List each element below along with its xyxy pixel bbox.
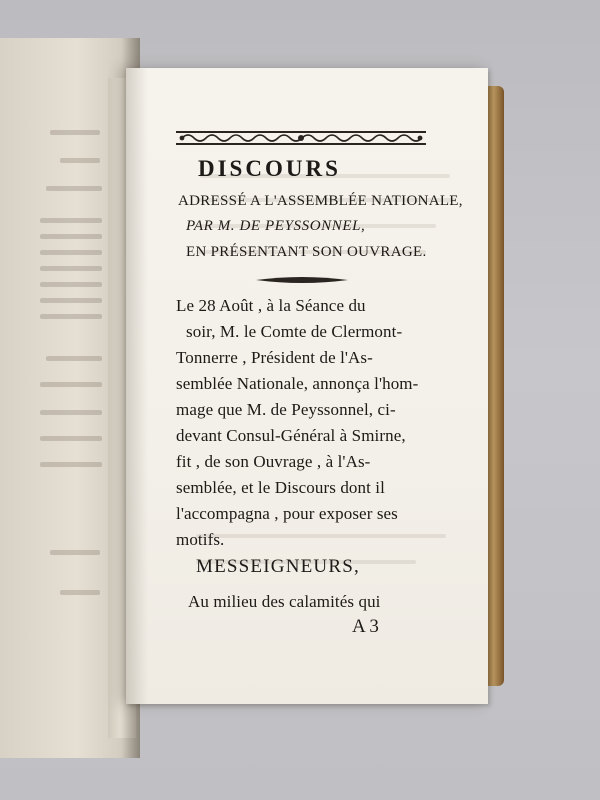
body-line: motifs. <box>176 530 225 549</box>
body-line: l'accompagna , pour exposer ses <box>176 504 398 523</box>
salutation: MESSEIGNEURS, <box>196 556 360 577</box>
show-through-text <box>40 410 102 415</box>
show-through-text <box>40 436 102 441</box>
show-through-text <box>40 282 102 287</box>
page-gutter-shadow <box>126 68 148 704</box>
show-through-text <box>40 382 102 387</box>
body-line: semblée Nationale, annonça l'hom- <box>176 374 419 393</box>
body-line: Le 28 Août , à la Séance du <box>176 296 366 315</box>
show-through-text <box>50 550 100 555</box>
opening-line: Au milieu des calamités qui <box>188 592 381 611</box>
body-line: mage que M. de Peyssonnel, ci- <box>176 400 396 419</box>
show-through-text <box>196 534 446 538</box>
show-through-text <box>40 314 102 319</box>
show-through-text <box>50 130 100 135</box>
show-through-text <box>60 590 100 595</box>
subtitle-occasion: EN PRÉSENTANT SON OUVRAGE. <box>186 244 427 260</box>
body-line: soir, M. le Comte de Clermont- <box>186 322 403 341</box>
subtitle-addressee: ADRESSÉ A L'ASSEMBLÉE NATIONALE, <box>178 193 463 209</box>
body-line: devant Consul-Général à Smirne, <box>176 426 406 445</box>
body-line: fit , de son Ouvrage , à l'As- <box>176 452 371 471</box>
show-through-text <box>46 356 102 361</box>
show-through-text <box>60 158 100 163</box>
signature-mark: A 3 <box>352 616 379 637</box>
show-through-text <box>40 462 102 467</box>
show-through-text <box>46 186 102 191</box>
ornament-top-border <box>176 130 426 146</box>
show-through-text <box>40 234 102 239</box>
show-through-text <box>40 218 102 223</box>
page-title: DISCOURS <box>198 156 341 181</box>
left-page <box>0 38 140 758</box>
ornament-divider <box>256 275 348 285</box>
show-through-text <box>40 266 102 271</box>
subtitle-author: PAR M. DE PEYSSONNEL, <box>186 218 366 234</box>
body-line: semblée, et le Discours dont il <box>176 478 385 497</box>
body-line: Tonnerre , Président de l'As- <box>176 348 373 367</box>
show-through-text <box>40 298 102 303</box>
show-through-text <box>40 250 102 255</box>
